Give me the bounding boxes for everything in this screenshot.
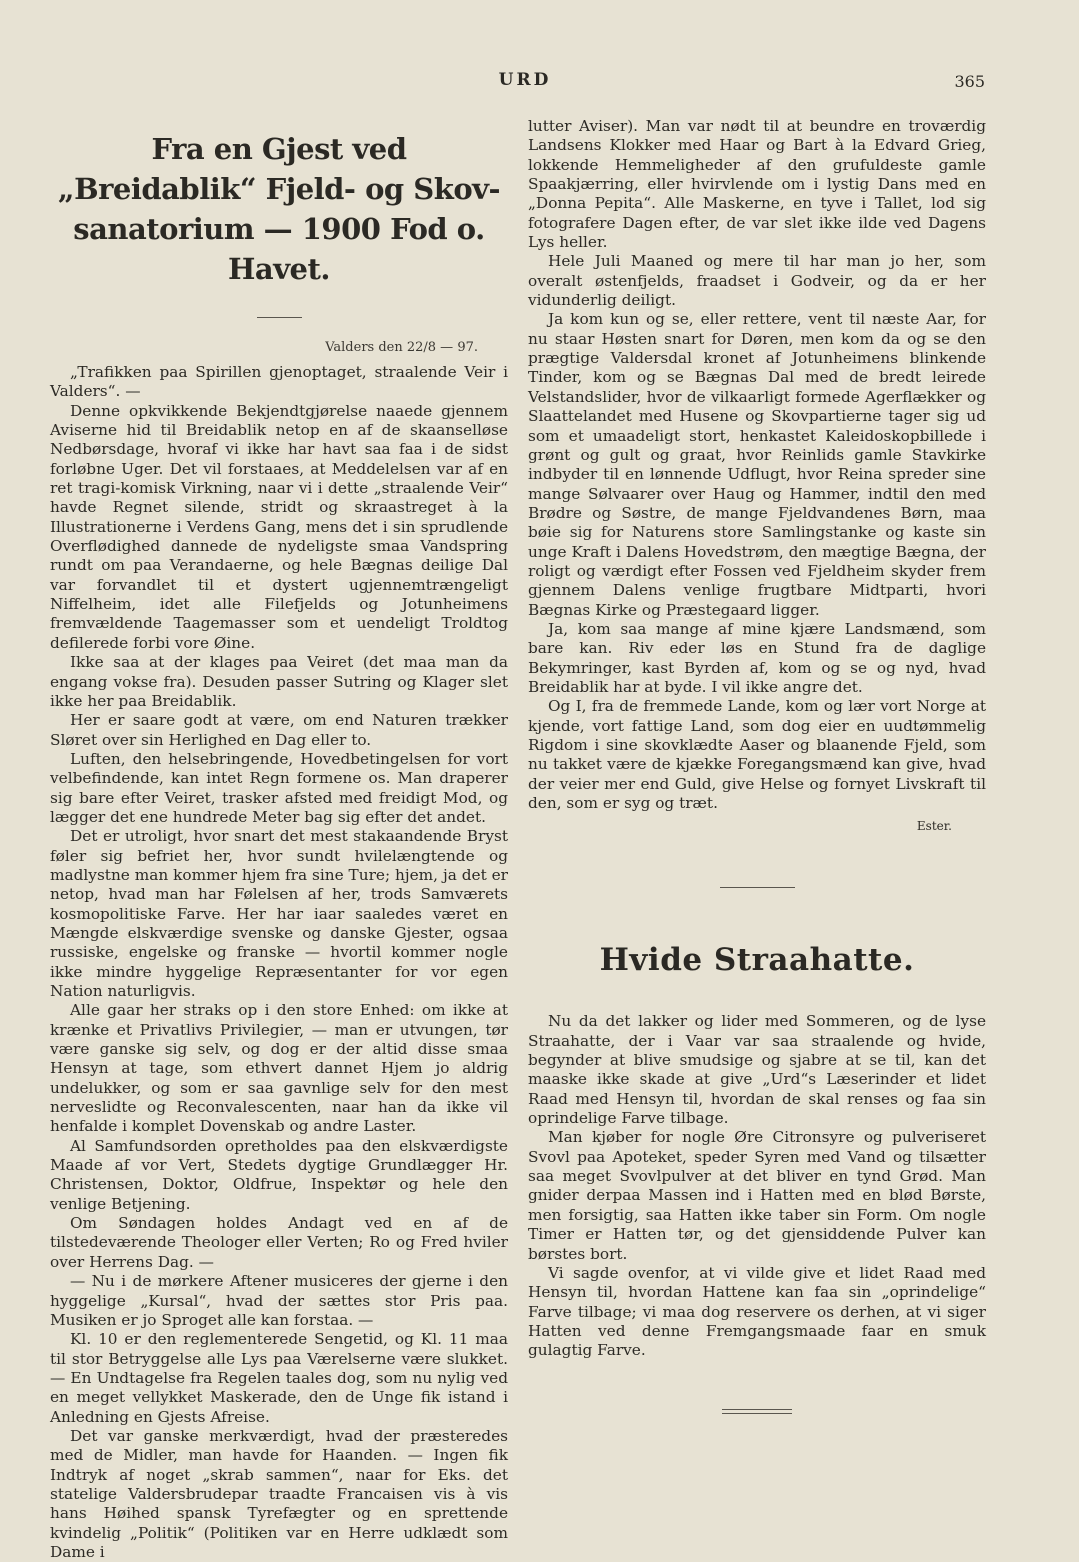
- paragraph: Nu da det lakker og lider med Sommeren, og de lyse Straahatte, der i Vaar var saa straalende og hvide, begynder at blive smudsige og sjabre at se til, kan det maaske ikke skade at give „Urd“s Læserinder et lidet Raad med Hensyn til, hvordan de skal renses og faa sin oprindelige Farve tilbage.: [528, 1012, 986, 1128]
- paragraph: Ikke saa at der klages paa Veiret (det maa man da engang vokse fra). Desuden passer Sutring og Klager slet ikke her paa Breidablik.: [50, 653, 508, 710]
- paragraph: Vi sagde ovenfor, at vi vilde give et lidet Raad med Hensyn til, hvordan Hattene kan faa sin „oprindelige“ Farve tilbage; vi maa dog reservere os derhen, at vi siger Hatten ved denne Fremgangsmaade faar en smuk gulagtig Farve.: [528, 1263, 986, 1360]
- paragraph: Denne opkvikkende Bekjendtgjørelse naaede gjennem Aviserne hid til Breidablik netop en af de skaanselløse Nedbørsdage, hvoraf vi ikke har havt saa faa i de sidst forløbne Uger. Det vil forstaaes, at Meddelelsen var af en ret tragi-komisk Virkning, naar vi i dette „straalende Veir“ havde Regnet silende, stridt og skraastreget à la Illustrationerne i Verdens Gang, mens det i sin sprudlende Overflødighed dannede de nydeligste smaa Vandspring rundt om paa Verandaerne, og hele Bægnas deilige Dal var forvandlet til et dystert ugjennemtrængeligt Niffelheim, idet alle Filefjelds og Jotunheimens fremvældende Taagemasser som et uendeligt Troldtog defilerede forbi vore Øine.: [50, 401, 508, 652]
- left-column: [50, 117, 508, 1562]
- paragraph: Det var ganske merkværdigt, hvad der præsteredes med de Midler, man havde for Haanden. — Ingen fik Indtryk af noget „skrab sammen“, naar for Eks. det statelige Valdersbrudepar traadte Francaisen vis à vis hans Høihed spansk Tyrefægter og en sprettende kvindelig „Politik“ (Politiken var en Herre udklædt som Dame i: [50, 1426, 508, 1561]
- end-divider-top: [722, 1409, 792, 1410]
- paragraph: Det er utroligt, hvor snart det mest stakaandende Bryst føler sig befriet her, hvor sundt hvilelængtende og madlystne man kommer hjem fra sine Ture; hjem, ja det er netop, hvad man har Følelsen af her, trods Samværets kosmopolitiske Farve. Her har iaar saaledes været en Mængde elskværdige svenske og danske Gjester, ogsaa russiske, engelske og franske — hvortil kommer nogle ikke mindre hyggelige Repræsentanter for vor egen Nation naturligvis.: [50, 827, 508, 1000]
- right-column: [528, 117, 986, 1414]
- title-divider: [257, 317, 302, 318]
- paragraph: — Nu i de mørkere Aftener musiceres der gjerne i den hyggelige „Kursal“, hvad der sættes stor Pris paa. Musiken er jo Sproget alle kan forstaa. —: [50, 1272, 508, 1329]
- article2-body: [528, 1012, 986, 1360]
- running-title: URD: [498, 70, 552, 90]
- paragraph: Og I, fra de fremmede Lande, kom og lær vort Norge at kjende, vort fattige Land, som dog eier en uudtømmelig Rigdom i sine skovklædte Aaser og blaanende Fjeld, som nu takket være de kjække Foregangsmænd kan give, hvad der veier mer end Guld, give Helse og fornyet Livskraft til den, som er syg og træt.: [528, 697, 986, 813]
- paragraph: Al Samfundsorden opretholdes paa den elskværdigste Maade af vor Vert, Stedets dygtige Grundlægger Hr. Christensen, Doktor, Oldfrue, Inspektør og hele den venlige Betjening.: [50, 1136, 508, 1213]
- paragraph: „Trafikken paa Spirillen gjenoptaget, straalende Veir i Valders“. —: [50, 363, 508, 401]
- article-body-right: [528, 117, 986, 813]
- paragraph: Luften, den helsebringende, Hovedbetingelsen for vort velbefindende, kan intet Regn formene os. Man draperer sig bare efter Veiret, trasker afsted med freidigt Mod, og lægger det ene hundrede Meter bag sig efter det andet.: [50, 749, 508, 826]
- paragraph: Her er saare godt at være, om end Naturen trækker Sløret over sin Herlighed en Dag eller to.: [50, 711, 508, 749]
- article-title: Fra en Gjest ved „Breidablik“ Fjeld- og Skov-sanatorium — 1900 Fod o. Havet.: [57, 132, 501, 286]
- article2-title: Hvide Straahatte.: [599, 942, 915, 979]
- author-signoff: Ester.: [916, 819, 952, 834]
- end-divider-bottom: [722, 1413, 792, 1414]
- paragraph: Hele Juli Maaned og mere til har man jo her, som overalt østenfjelds, fraadset i Godveir, og da er her vidunderlig deiligt.: [528, 252, 986, 310]
- article-divider: [720, 887, 795, 888]
- paragraph: Ja, kom saa mange af mine kjære Landsmænd, som bare kan. Riv eder løs en Stund fra de daglige Bekymringer, kast Byrden af, kom og se og nyd, hvad Breidablik har at byde. I vil ikke angre det.: [528, 619, 986, 696]
- paragraph: Kl. 10 er den reglementerede Sengetid, og Kl. 11 maa til stor Betryggelse alle Lys paa Værelserne være slukket. — En Undtagelse fra Regelen taales dog, som nu nylig ved en meget vellykket Maskerade, den de Unge fik istand i Anledning en Gjests Afreise.: [50, 1330, 508, 1426]
- paragraph: Ja kom kun og se, eller rettere, vent til næste Aar, for nu staar Høsten snart for Døren, men kom da og se den prægtige Valdersdal kronet af Jotunheimens blinkende Tinder, kom og se Bægnas Dal med de bredt leirede Velstandslider, hvor de vilkaarligt formede Agerflækker og Slaattelandet med Husene og Skovpartierne tager sig ud som et umaadeligt stort, henkastet Kaleidoskopbillede i grønt og gult og graat, hvor Reinlids gamle Stavkirke indbyder til en lønnende Udflugt, hvor Reina spreder sine mange Sølvaarer over Haug og Hammer, indtil den med Brødre og Søstre, de mange Fjeldvandenes Børn, maa bøie sig for Naturens store Samlingstanke og kaste sin unge Kraft i Dalens Hovedstrøm, den mægtige Bægna, der roligt og værdigt efter Fossen ved Fjeldheim skyder frem gjennem Dalens venlige frugtbare Midtparti, hvori Bægnas Kirke og Præstegaard ligger.: [528, 310, 986, 619]
- paragraph: Man kjøber for nogle Øre Citronsyre og pulveriseret Svovl paa Apoteket, speder Syren med Vand og tilsætter saa meget Svovlpulver at det bliver en tynd Grød. Man gnider derpaa Massen ind i Hatten med en blød Børste, men forsigtig, saa Hatten ikke taber sin Form. Om nogle Timer er Hatten tør, og det gjensiddende Pulver kan børstes bort.: [528, 1128, 986, 1263]
- paragraph: lutter Aviser). Man var nødt til at beundre en troværdig Landsens Klokker med Haar og Bart à la Edvard Grieg, lokkende Hemmeligheder af den grufuldeste gamle Spaakjærring, eller hvirvlende om i lystig Dans med en „Donna Pepita“. Alle Maskerne, en tyve i Tallet, lod sig fotografere Dagen efter, de var slet ikke ilde ved Dagens Lys heller.: [528, 117, 986, 252]
- dateline: Valders den 22/8 — 97.: [325, 340, 478, 355]
- paragraph: Om Søndagen holdes Andagt ved en af de tilstedeværende Theologer eller Verten; Ro og Fred hviler over Herrens Dag. —: [50, 1214, 508, 1271]
- paragraph: Alle gaar her straks op i den store Enhed: om ikke at krænke et Privatlivs Privilegier, — man er utvungen, tør være ganske sig selv, og dog er der altid disse smaa Hensyn at tage, som ethvert dannet Hjem jo aldrig undelukker, og som er saa gavnlige selv for den mest nerveslidte og Reconvalescenten, naar han da ikke vil henfalde i komplet Dovenskab og andre Laster.: [50, 1001, 508, 1136]
- page-number: 365: [954, 72, 985, 91]
- article-body-left: [50, 363, 508, 1562]
